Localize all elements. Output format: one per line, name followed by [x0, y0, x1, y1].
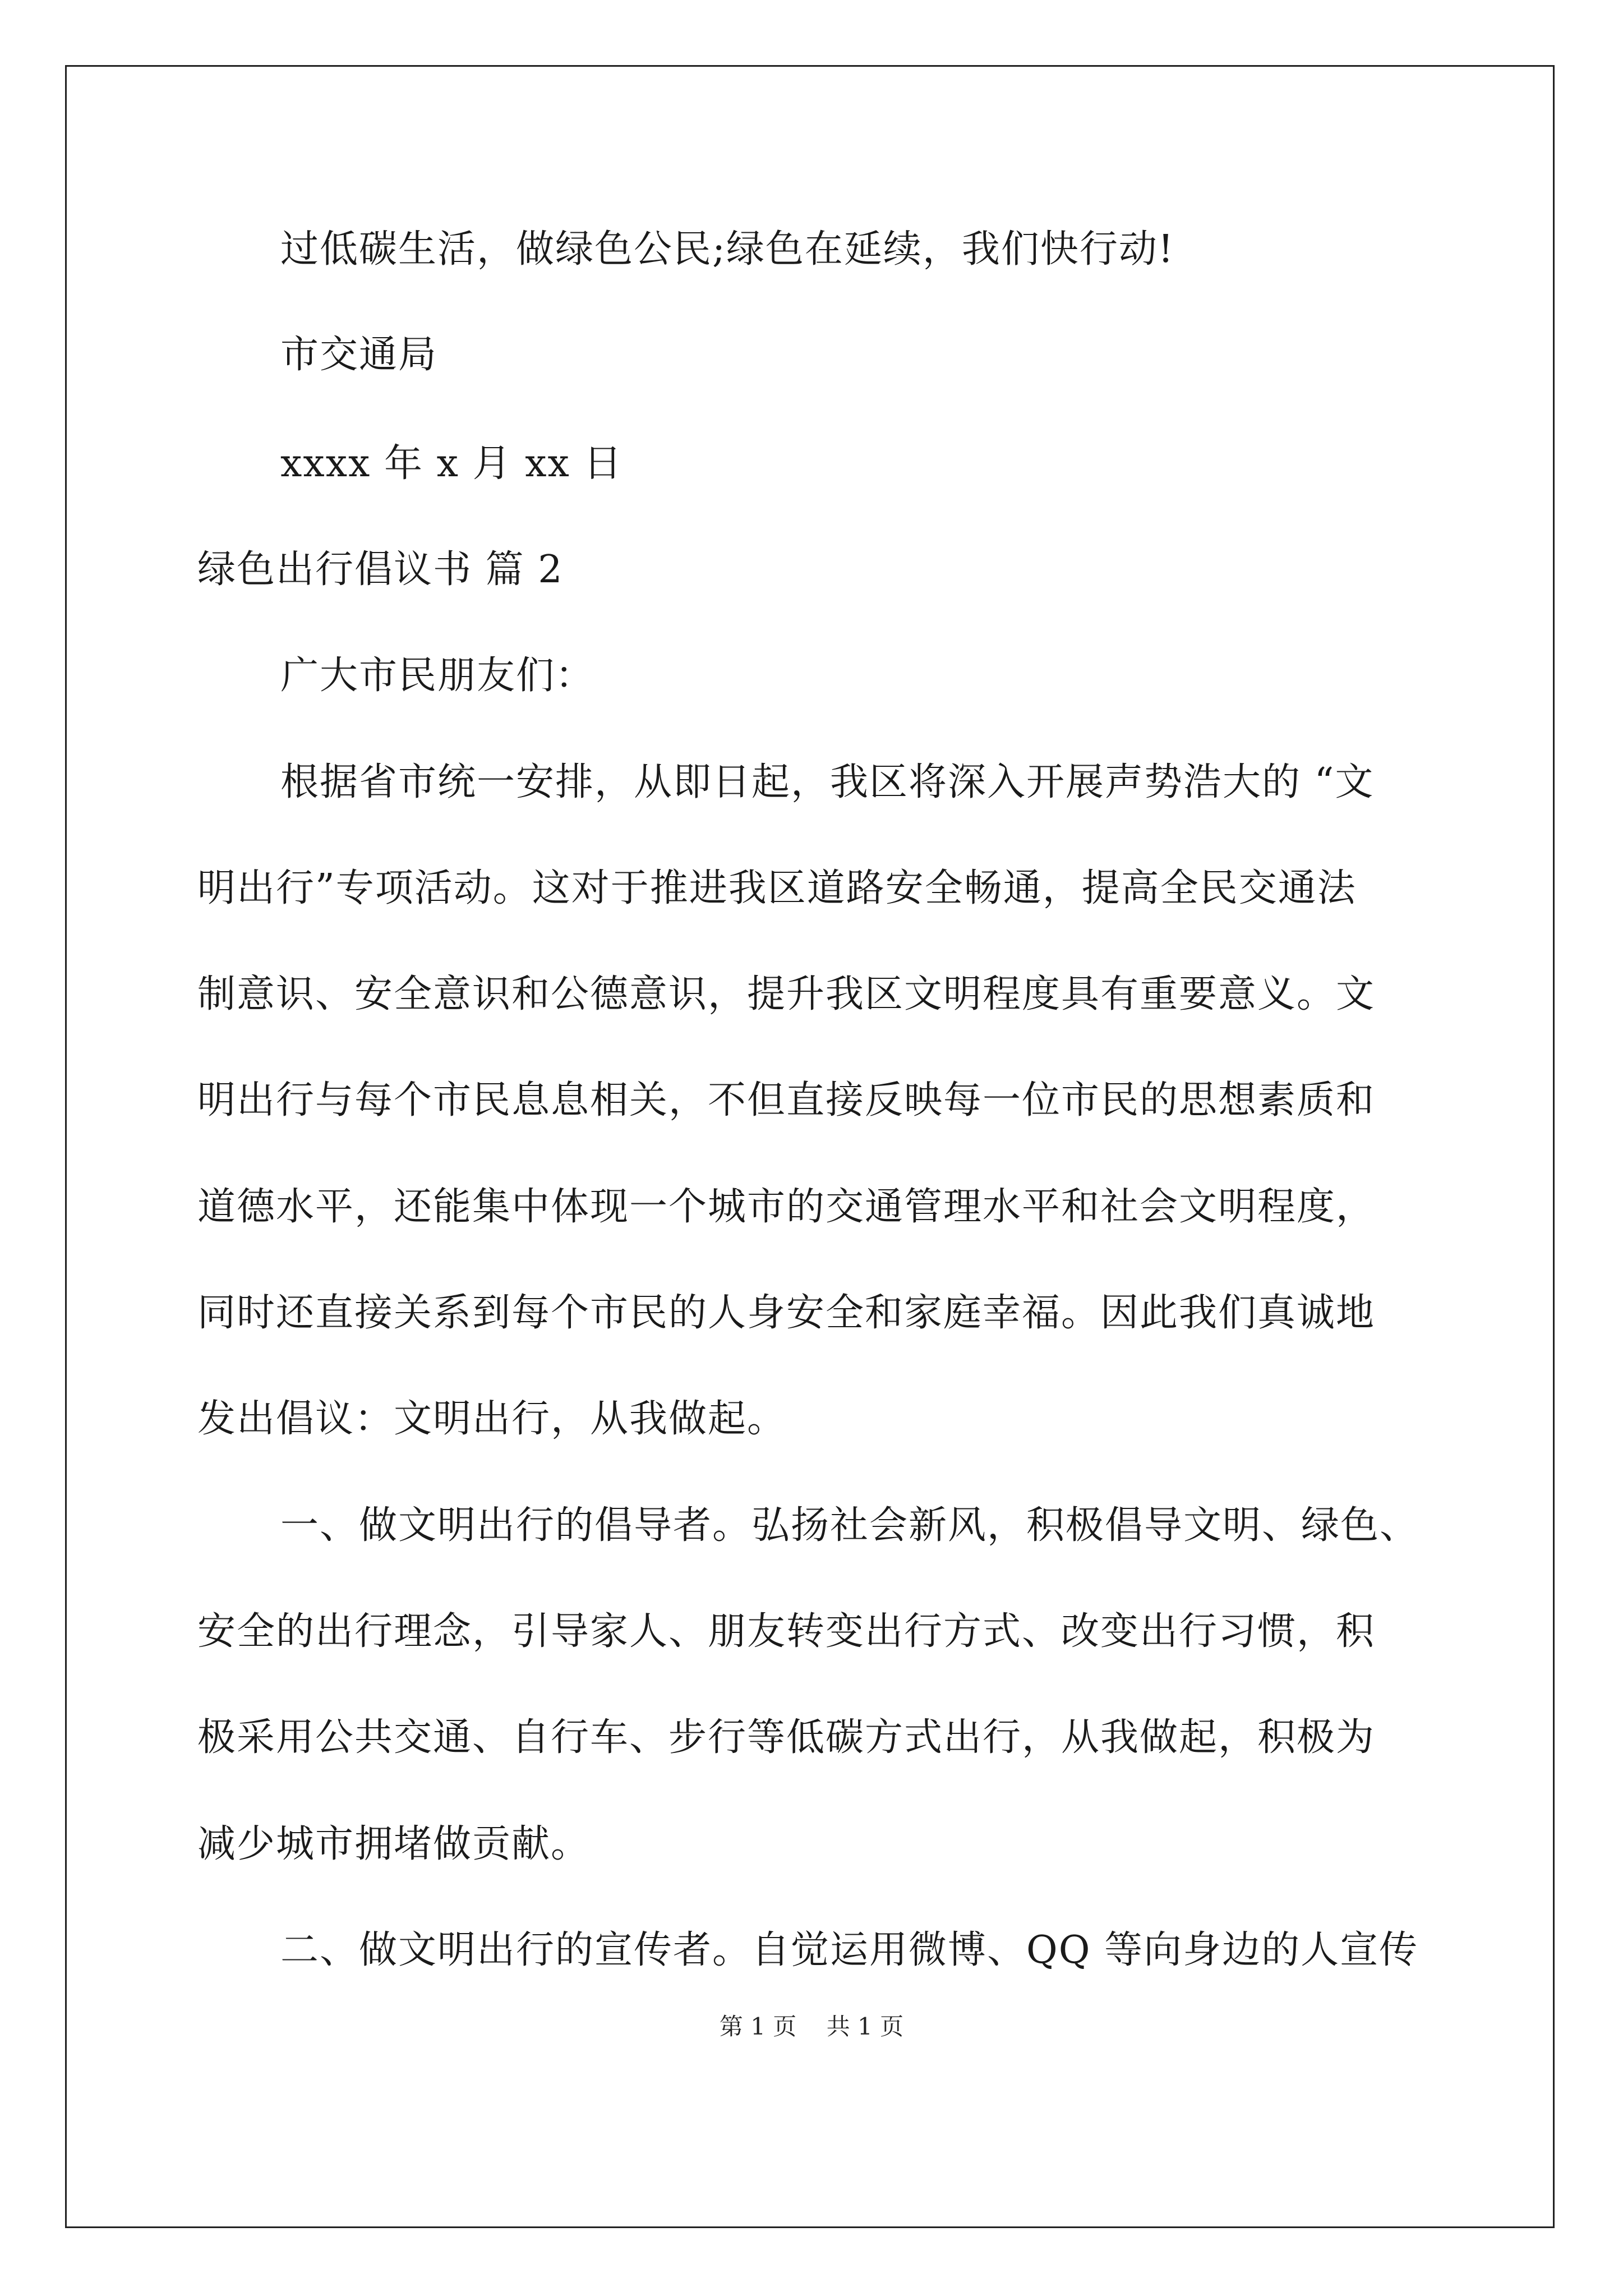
- signature-org: 市交通局: [280, 333, 438, 377]
- signature-date: xxxx 年 x 月 xx 日: [280, 441, 623, 486]
- page-frame: [65, 65, 1555, 2228]
- paragraph-line: 一、做文明出行的倡导者。弘扬社会新风，积极倡导文明、绿色、: [280, 1503, 1419, 1548]
- paragraph-line: 减少城市拥堵做贡献。: [197, 1822, 591, 1866]
- paragraph-line: 明出行”专项活动。这对于推进我区道路安全畅通，提高全民交通法: [197, 866, 1357, 910]
- page-number-footer: 第 1 页 共 1 页: [719, 2013, 904, 2040]
- paragraph-line: 根据省市统一安排，从即日起，我区将深入开展声势浩大的 “文: [280, 760, 1375, 804]
- paragraph-line: 安全的出行理念，引导家人、朋友转变出行方式、改变出行习惯，积: [197, 1609, 1376, 1654]
- paragraph-line: 极采用公共交通、自行车、步行等低碳方式出行，从我做起，积极为: [197, 1715, 1376, 1760]
- closing-slogan: 过低碳生活，做绿色公民;绿色在延续，我们快行动!: [280, 227, 1175, 272]
- paragraph-line: 发出倡议：文明出行，从我做起。: [197, 1397, 787, 1441]
- paragraph-line: 明出行与每个市民息息相关，不但直接反映每一位市民的思想素质和: [197, 1078, 1376, 1122]
- paragraph-line: 制意识、安全意识和公德意识，提升我区文明程度具有重要意义。文: [197, 972, 1376, 1016]
- salutation: 广大市民朋友们：: [280, 654, 595, 698]
- paragraph-line: 二、做文明出行的宣传者。自觉运用微博、QQ 等向身边的人宣传: [280, 1928, 1419, 1972]
- section-title: 绿色出行倡议书 篇 2: [197, 547, 564, 592]
- paragraph-line: 道德水平，还能集中体现一个城市的交通管理水平和社会文明程度，: [197, 1185, 1376, 1229]
- paragraph-line: 同时还直接关系到每个市民的人身安全和家庭幸福。因此我们真诚地: [197, 1291, 1376, 1335]
